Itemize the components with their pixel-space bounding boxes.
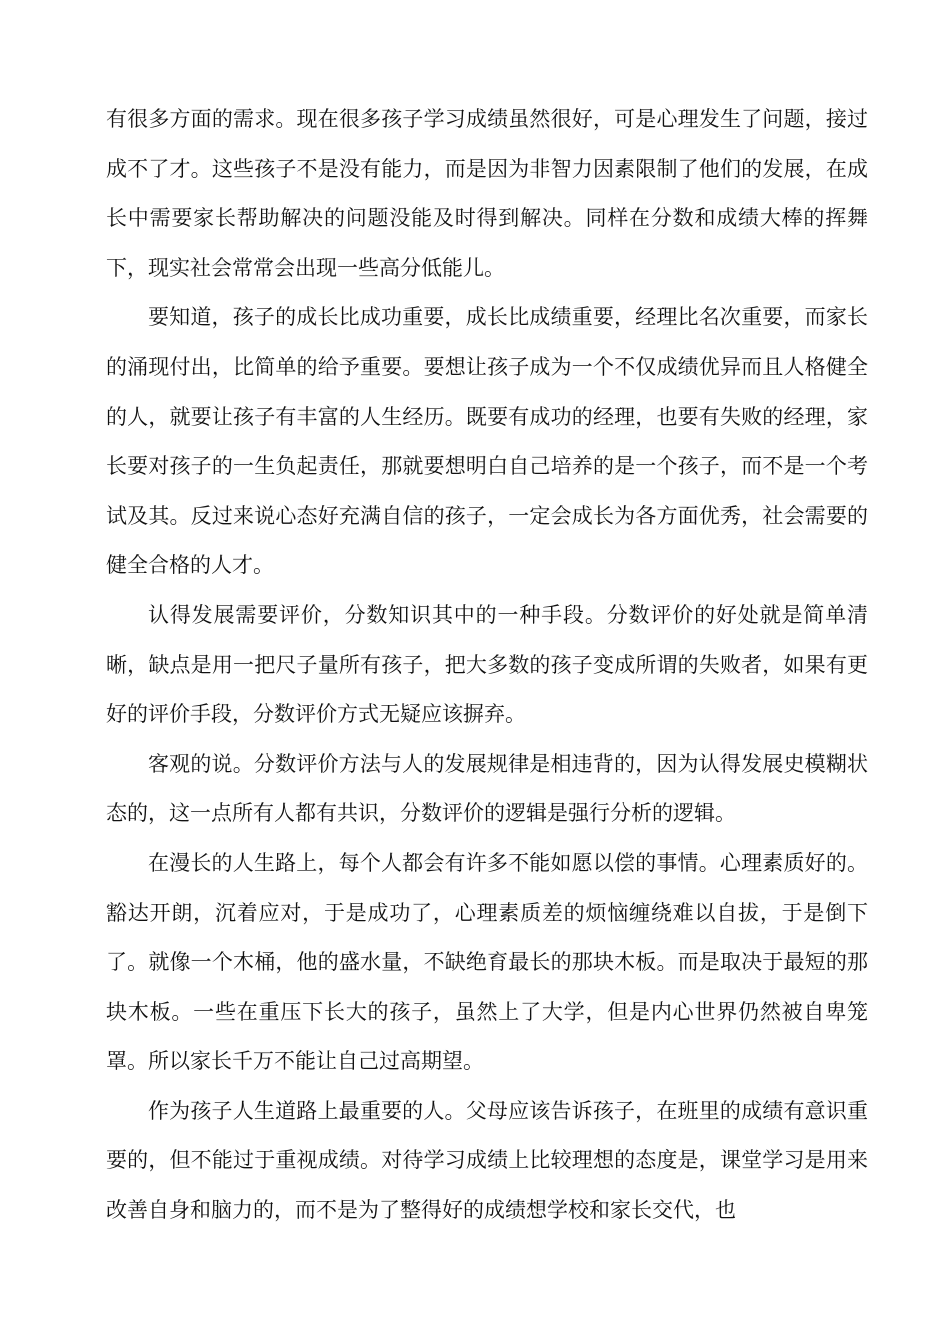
paragraph-2: 要知道，孩子的成长比成功重要，成长比成绩重要，经理比名次重要，而家长的涌现付出，比简单的给予重要。要想让孩子成为一个不仅成绩优异而且人格健全的人，就要让孩子有丰富的人生经历。既要有成功的经理，也要有失败的经理，家长要对孩子的一生负起责任，那就要想明白自己培养的是一个孩子，而不是一个考试及其。反过来说心态好充满自信的孩子，一定会成长为各方面优秀，社会需要的健全合格的人才。	[106, 305, 868, 578]
paragraph-3: 认得发展需要评价，分数知识其中的一种手段。分数评价的好处就是简单清晰，缺点是用一把尺子量所有孩子，把大多数的孩子变成所谓的失败者，如果有更好的评价手段，分数评价方式无疑应该摒弃。	[106, 602, 868, 727]
paragraph-5: 在漫长的人生路上，每个人都会有许多不能如愿以偿的事情。心理素质好的。豁达开朗，沉着应对，于是成功了，心理素质差的烦恼缠绕难以自拔，于是倒下了。就像一个木桶，他的盛水量，不缺绝育最长的那块木板。而是取决于最短的那块木板。一些在重压下长大的孩子，虽然上了大学，但是内心世界仍然被自卑笼罩。所以家长千万不能让自己过高期望。	[106, 850, 868, 1074]
paragraph-1: 有很多方面的需求。现在很多孩子学习成绩虽然很好，可是心理发生了问题，接过成不了才。这些孩子不是没有能力，而是因为非智力因素限制了他们的发展，在成长中需要家长帮助解决的问题没能及时得到解决。同样在分数和成绩大棒的挥舞下，现实社会常常会出现一些高分低能儿。	[106, 107, 868, 280]
paragraph-4: 客观的说。分数评价方法与人的发展规律是相违背的，因为认得发展史模糊状态的，这一点所有人都有共识，分数评价的逻辑是强行分析的逻辑。	[106, 751, 868, 826]
paragraph-6: 作为孩子人生道路上最重要的人。父母应该告诉孩子，在班里的成绩有意识重要的，但不能过于重视成绩。对待学习成绩上比较理想的态度是，课堂学习是用来改善自身和脑力的，而不是为了整得好的成绩想学校和家长交代，也	[106, 1098, 868, 1223]
document-page	[106, 95, 868, 1236]
